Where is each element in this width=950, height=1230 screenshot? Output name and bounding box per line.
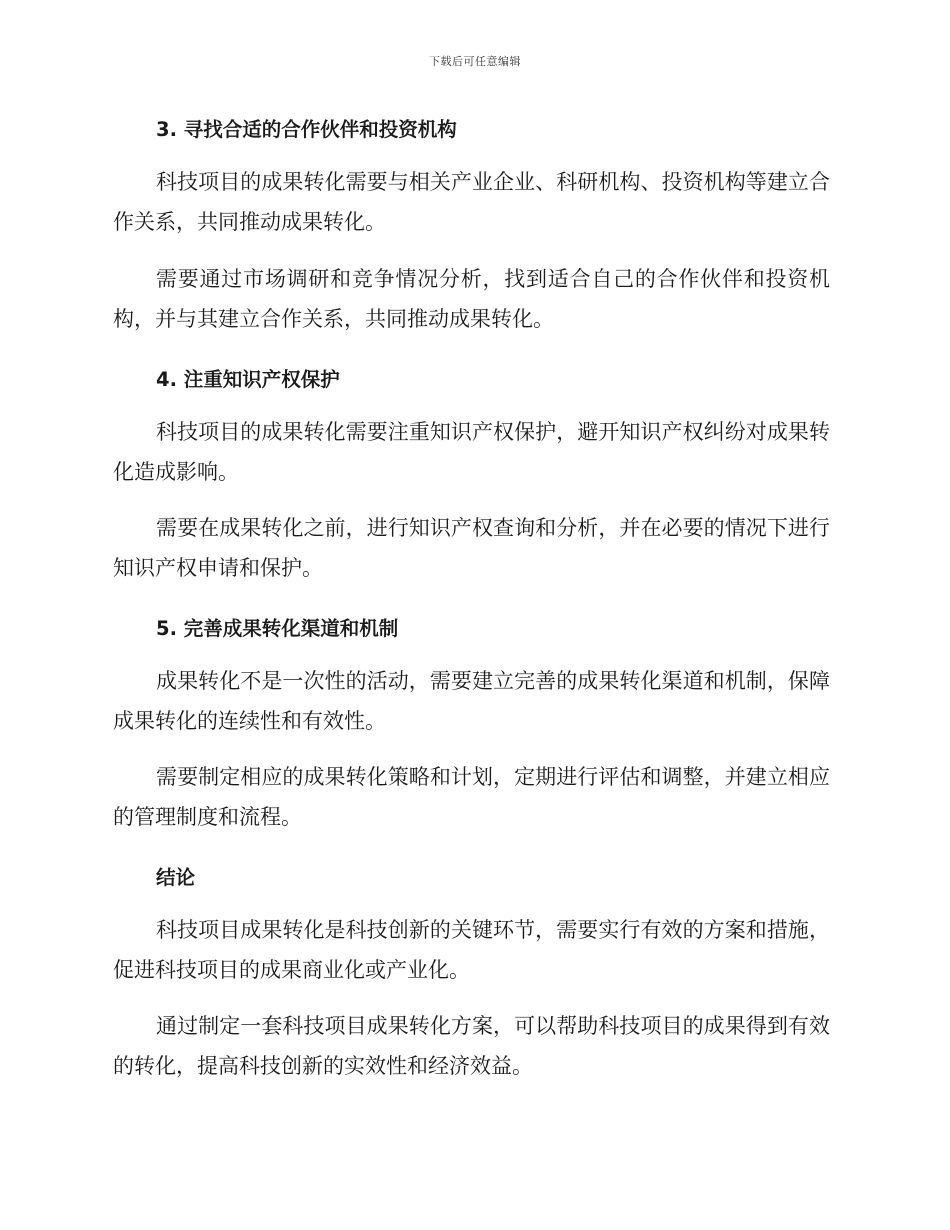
page-header: 下载后可任意编辑 [429,55,521,68]
paragraph: 需要制定相应的成果转化策略和计划，定期进行评估和调整，并建立相应的管理制度和流程。 [113,765,830,829]
paragraph: 成果转化不是一次性的活动，需要建立完善的成果转化渠道和机制，保障成果转化的连续性和有效性。 [113,669,830,733]
paragraph: 需要通过市场调研和竞争情况分析，找到适合自己的合作伙伴和投资机构，并与其建立合作关系，共同推动成果转化。 [113,267,830,331]
section-heading: 3. 寻找合适的合作伙伴和投资机构 [156,118,457,141]
paragraph: 通过制定一套科技项目成果转化方案，可以帮助科技项目的成果得到有效的转化，提高科技创新的实效性和经济效益。 [113,1014,830,1078]
paragraph: 科技项目的成果转化需要与相关产业企业、科研机构、投资机构等建立合作关系，共同推动成果转化。 [113,170,830,234]
paragraph: 科技项目的成果转化需要注重知识产权保护，避开知识产权纠纷对成果转化造成影响。 [113,420,830,484]
paragraph: 科技项目成果转化是科技创新的关键环节，需要实行有效的方案和措施，促进科技项目的成果商业化或产业化。 [113,918,830,982]
paragraph: 需要在成果转化之前，进行知识产权查询和分析，并在必要的情况下进行知识产权申请和保护。 [113,516,830,580]
section-heading: 5. 完善成果转化渠道和机制 [156,617,399,640]
conclusion-heading: 结论 [156,866,196,889]
section-heading: 4. 注重知识产权保护 [156,368,340,391]
